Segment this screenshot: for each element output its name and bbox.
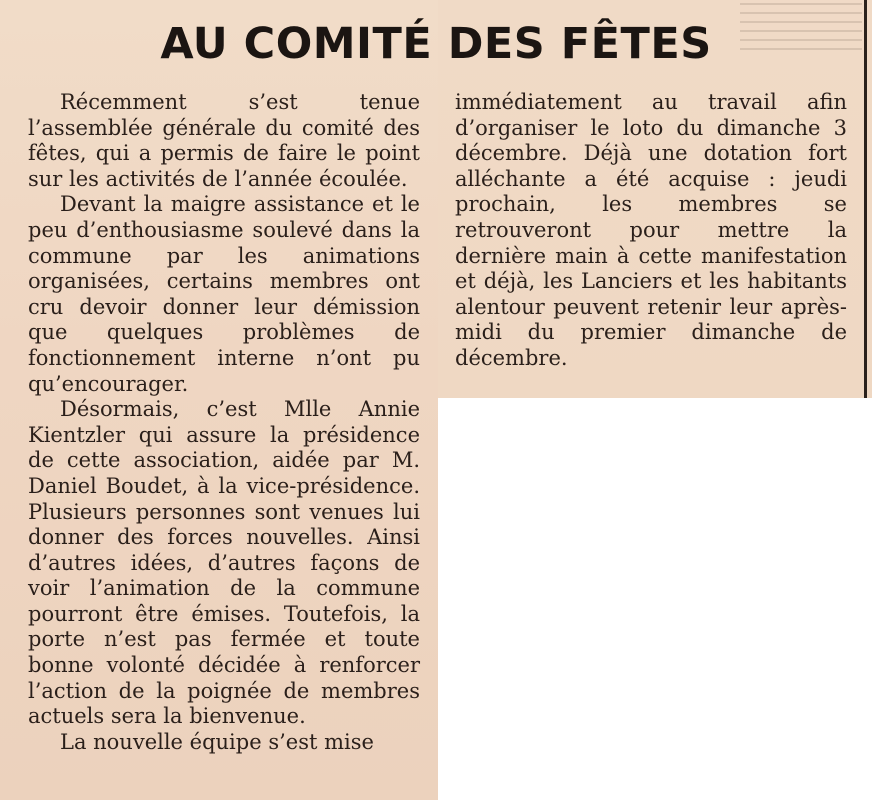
paragraph-new-presidency: Désormais, c’est Mlle Annie Kientzler qui assure la présidence de cette association, aidée par M. Daniel Boudet, à la vice-présidence. Plusieurs personnes sont venues lui donner des forces nouvelles. Ainsi d’autres idées, d’autres façons de voir l’animation de la commune pourront être émises. Toutefois, la porte n’est pas fermée et toute bonne volonté décidée à renforcer l’action de la poignée de membres actuels sera la bienvenue. (28, 397, 420, 729)
paragraph-new-team-start: La nouvelle équipe s’est mise (60, 729, 374, 754)
article-headline: AU COMITÉ DES FÊTES (160, 19, 712, 69)
article-right-column (455, 90, 847, 372)
paragraph-loto: immédiatement au travail afin d’organiser le loto du dimanche 3 décembre. Déjà une dotation fort alléchante a été acquise : jeudi prochain, les membres se retrouveront pour mettre la dernière main à cette manifestation et déjà, les Lanciers et les habitants alentour peuvent retenir leur après-midi du premier dimanche de décembre. (455, 90, 847, 370)
blank-area (438, 398, 872, 800)
article-left-column (28, 90, 420, 755)
paragraph-intro: Récemment s’est tenue l’assemblée générale du comité des fêtes, qui a permis de faire le point sur les activités de l’année écoulée. (28, 90, 420, 191)
paragraph-resignations: Devant la maigre assistance et le peu d’enthousiasme soulevé dans la commune par les animations organisées, certains membres ont cru devoir donner leur démission que quelques problèmes de fonctionnement interne n’ont pu qu’encourager. (28, 192, 420, 396)
